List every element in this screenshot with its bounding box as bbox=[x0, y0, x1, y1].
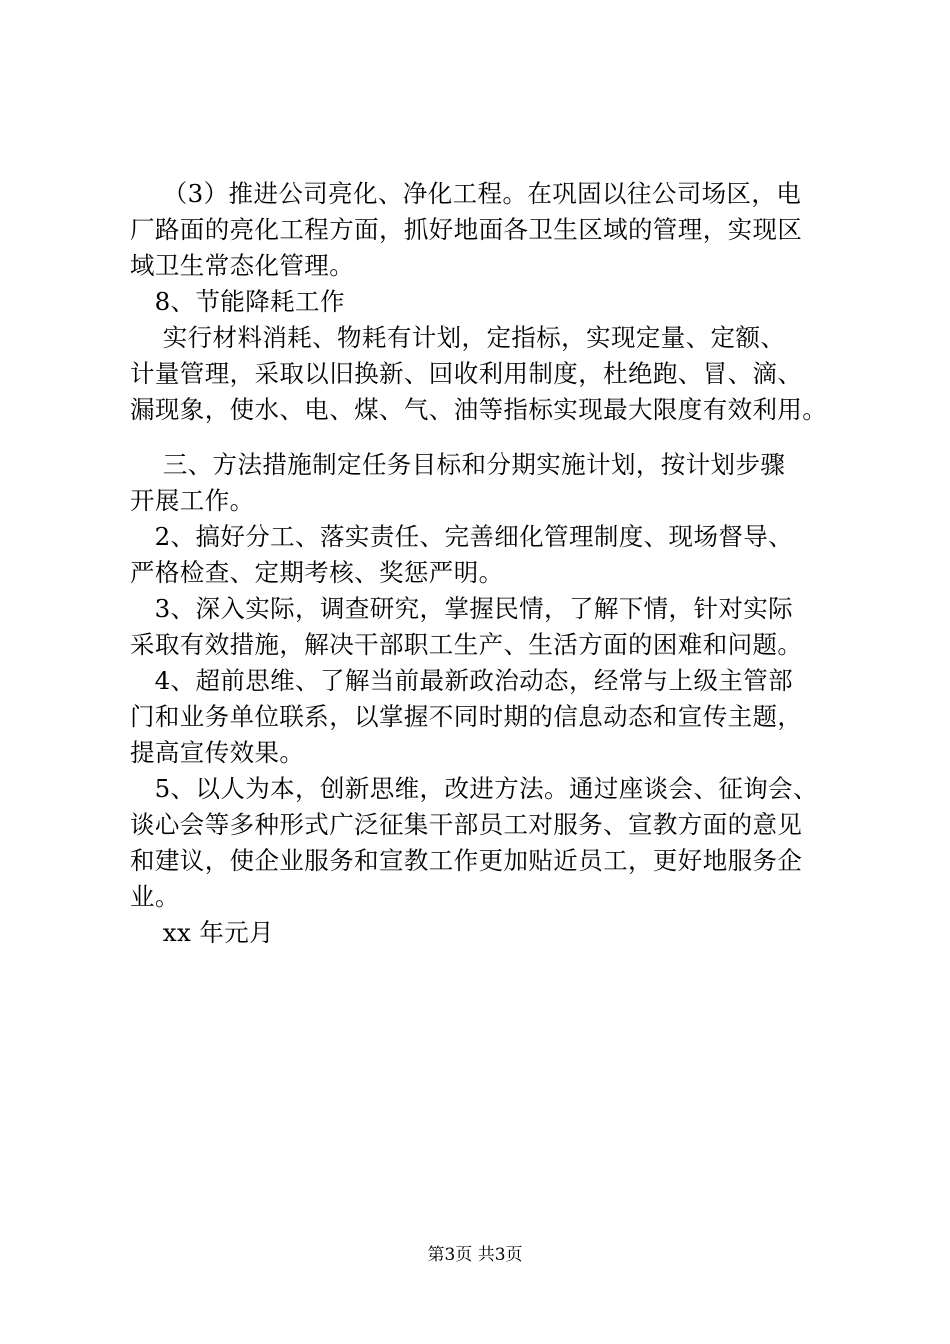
paragraph-line: 实行材料消耗、物耗有计划，定指标，实现定量、定额、 bbox=[130, 323, 786, 352]
paragraph-line: 漏现象，使水、电、煤、气、油等指标实现最大限度有效利用。 bbox=[130, 395, 828, 424]
paragraph-line: 严格检查、定期考核、奖惩严明。 bbox=[130, 558, 504, 587]
paragraph-line: 开展工作。 bbox=[130, 486, 255, 515]
paragraph-line: 厂路面的亮化工程方面，抓好地面各卫生区域的管理，实现区 bbox=[130, 215, 803, 244]
paragraph-line: 5、以人为本，创新思维，改进方法。通过座谈会、征询会、 bbox=[130, 774, 818, 803]
page-number: 第3页 共3页 bbox=[427, 1245, 523, 1265]
paragraph-line: 3、深入实际，调查研究，掌握民情，了解下情，针对实际 bbox=[130, 594, 794, 623]
paragraph-line: 门和业务单位联系，以掌握不同时期的信息动态和宣传主题， bbox=[130, 702, 803, 731]
paragraph-line: 和建议，使企业服务和宣教工作更加贴近员工，更好地服务企 bbox=[130, 846, 803, 875]
paragraph-line: 业。 bbox=[130, 882, 180, 911]
paragraph-line: 4、超前思维、了解当前最新政治动态，经常与上级主管部 bbox=[130, 666, 794, 695]
paragraph-line: （3）推进公司亮化、净化工程。在巩固以往公司场区，电 bbox=[130, 179, 802, 208]
paragraph-line: 采取有效措施，解决干部职工生产、生活方面的困难和问题。 bbox=[130, 630, 803, 659]
paragraph-line: 计量管理，采取以旧换新、回收利用制度，杜绝跑、冒、滴、 bbox=[130, 359, 803, 388]
paragraph-line: 提高宣传效果。 bbox=[130, 738, 305, 767]
paragraph-line: 谈心会等多种形式广泛征集干部员工对服务、宣教方面的意见 bbox=[130, 810, 803, 839]
paragraph-line: 三、方法措施制定任务目标和分期实施计划，按计划步骤 bbox=[130, 450, 786, 479]
section-heading: 8、节能降耗工作 bbox=[130, 287, 345, 316]
paragraph-line: 2、搞好分工、落实责任、完善细化管理制度、现场督导、 bbox=[130, 522, 794, 551]
date-line: xx 年元月 bbox=[130, 918, 275, 947]
paragraph-line: 域卫生常态化管理。 bbox=[130, 251, 355, 280]
